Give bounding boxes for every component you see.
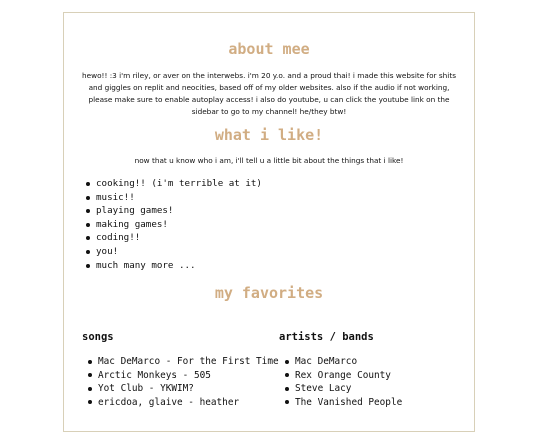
list-item: making games! — [84, 218, 262, 232]
song-item: ericdoa, glaive - heather — [86, 396, 279, 410]
about-heading: about mee — [228, 40, 310, 58]
artists-heading: artists / bands — [279, 331, 374, 343]
list-item: music!! — [84, 191, 262, 205]
songs-heading: songs — [82, 331, 114, 343]
favorites-heading: my favorites — [214, 284, 324, 302]
list-item: much many more ... — [84, 259, 262, 273]
list-item: you! — [84, 245, 262, 259]
likes-intro: now that u know who i am, i'll tell u a little bit about the things that i like! — [134, 156, 404, 165]
song-item: Yot Club - YKWIM? — [86, 382, 279, 396]
songs-list — [86, 355, 279, 409]
about-text: hewo!! :3 i'm riley, or aver on the interwebs. i'm 20 y.o. and a proud thai! i made this website for shits and giggles on replit and neocities, based off of my older websites. also if the audio if not working, please make sure to enable autoplay access! i also do youtube, u can click the youtube link on the sidebar to go to my channel! he/they btw! — [82, 71, 456, 116]
likes-heading: what i like! — [214, 126, 324, 144]
artists-list — [283, 355, 402, 409]
list-item: coding!! — [84, 231, 262, 245]
likes-list — [84, 177, 262, 272]
artist-item: Mac DeMarco — [283, 355, 402, 369]
song-item: Arctic Monkeys - 505 — [86, 369, 279, 383]
artist-item: Steve Lacy — [283, 382, 402, 396]
list-item: playing games! — [84, 204, 262, 218]
content-card — [63, 12, 475, 432]
list-item: cooking!! (i'm terrible at it) — [84, 177, 262, 191]
artist-item: The Vanished People — [283, 396, 402, 410]
song-item: Mac DeMarco - For the First Time — [86, 355, 279, 369]
artist-item: Rex Orange County — [283, 369, 402, 383]
